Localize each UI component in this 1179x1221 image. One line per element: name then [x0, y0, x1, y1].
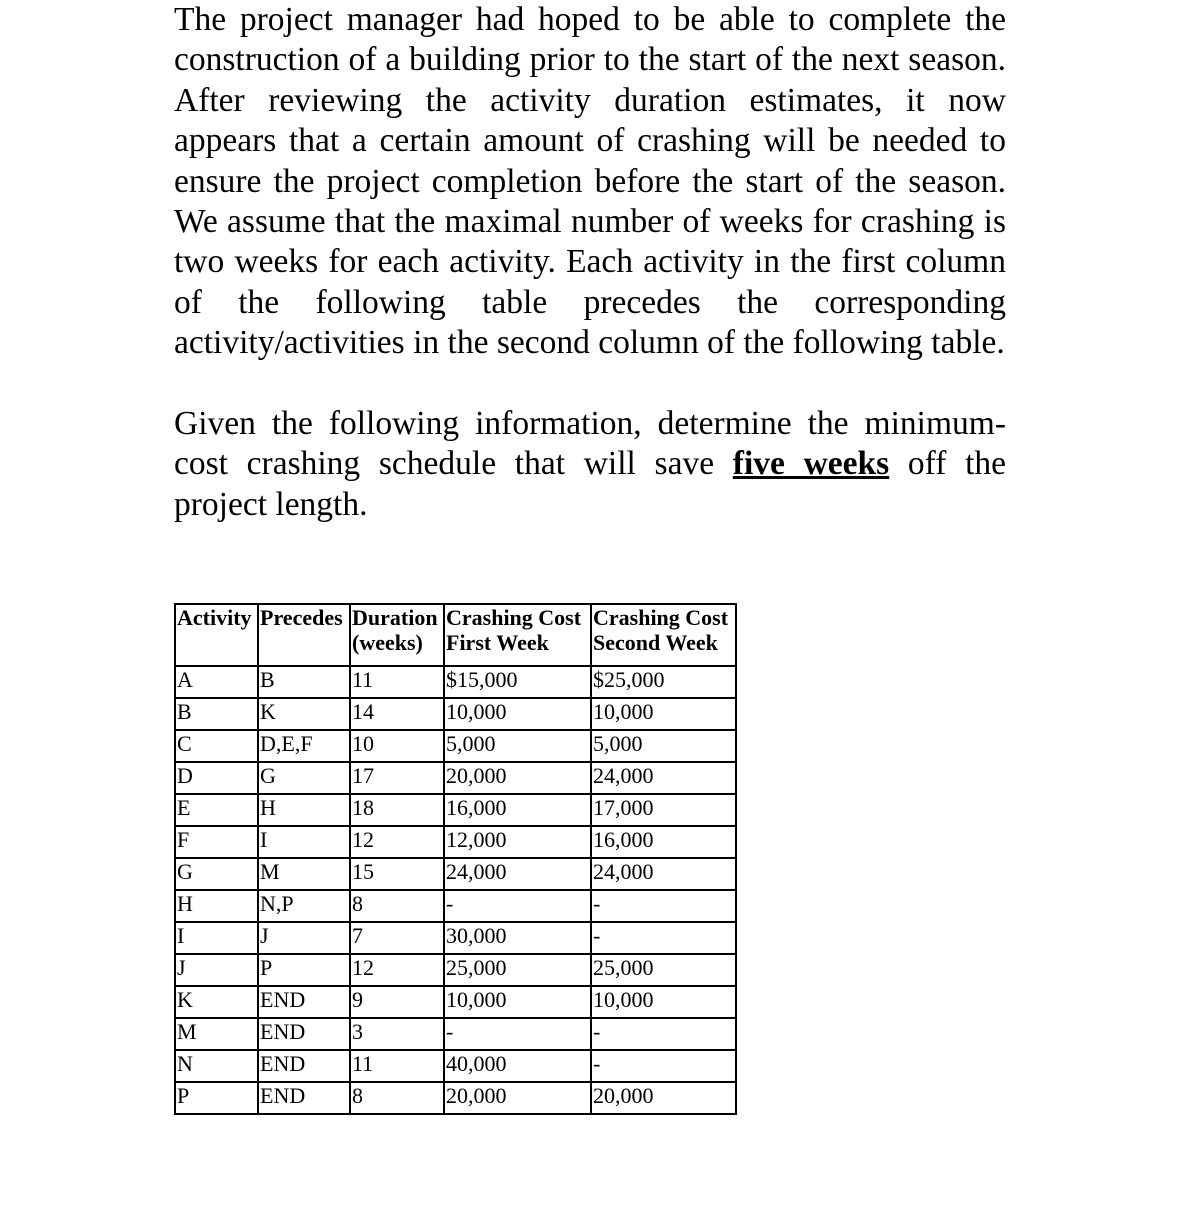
- cell-duration: 11: [350, 1050, 444, 1082]
- cell-second-week: 10,000: [591, 986, 736, 1018]
- cell-precedes: END: [258, 986, 350, 1018]
- cell-activity: K: [175, 986, 258, 1018]
- cell-duration: 9: [350, 986, 444, 1018]
- cell-duration: 10: [350, 730, 444, 762]
- cell-first-week: 20,000: [444, 1082, 591, 1114]
- cell-second-week: -: [591, 1018, 736, 1050]
- cell-activity: H: [175, 890, 258, 922]
- cell-activity: D: [175, 762, 258, 794]
- cell-first-week: -: [444, 1018, 591, 1050]
- cell-duration: 8: [350, 1082, 444, 1114]
- cell-first-week: 12,000: [444, 826, 591, 858]
- crashing-table: [174, 603, 737, 1115]
- cell-second-week: -: [591, 890, 736, 922]
- cell-duration: 8: [350, 890, 444, 922]
- cell-first-week: 20,000: [444, 762, 591, 794]
- cell-activity: M: [175, 1018, 258, 1050]
- cell-first-week: 30,000: [444, 922, 591, 954]
- table-row: [175, 858, 736, 890]
- task-emphasis: five weeks: [732, 445, 890, 483]
- cell-first-week: 10,000: [444, 986, 591, 1018]
- cell-precedes: J: [258, 922, 350, 954]
- table-row: [175, 666, 736, 698]
- cell-activity: B: [175, 698, 258, 730]
- cell-second-week: $25,000: [591, 666, 736, 698]
- header-activity: [175, 604, 258, 666]
- header-duration: [350, 604, 444, 666]
- header-second-week: [591, 604, 736, 666]
- cell-precedes: END: [258, 1050, 350, 1082]
- cell-duration: 3: [350, 1018, 444, 1050]
- cell-precedes: END: [258, 1082, 350, 1114]
- intro-paragraph: The project manager had hoped to be able to complete the construction of a building prior to the start of the next season. After reviewing the activity duration estimates, it now appears that a certain amount of crashing will be needed to ensure the project completion before the start of the season. We assume that the maximal number of weeks for crashing is two weeks for each activity. Each activity in the first column of the following table precedes the corresponding activity/activities in the second column of the following table.: [174, 1, 1006, 362]
- cell-duration: 7: [350, 922, 444, 954]
- table-row: [175, 954, 736, 986]
- table-row: [175, 762, 736, 794]
- cell-first-week: -: [444, 890, 591, 922]
- cell-second-week: -: [591, 1050, 736, 1082]
- cell-precedes: END: [258, 1018, 350, 1050]
- cell-precedes: M: [258, 858, 350, 890]
- cell-duration: 17: [350, 762, 444, 794]
- cell-second-week: 24,000: [591, 762, 736, 794]
- cell-precedes: G: [258, 762, 350, 794]
- table-row: [175, 826, 736, 858]
- header-first-line1: Crashing Cost: [446, 605, 582, 630]
- table-row: [175, 1018, 736, 1050]
- cell-first-week: 10,000: [444, 698, 591, 730]
- cell-duration: 18: [350, 794, 444, 826]
- cell-activity: N: [175, 1050, 258, 1082]
- header-row: [175, 604, 736, 666]
- cell-precedes: N,P: [258, 890, 350, 922]
- table-row: [175, 890, 736, 922]
- cell-activity: E: [175, 794, 258, 826]
- header-duration-line1: Duration: [352, 605, 438, 630]
- header-second-line2: Second Week: [593, 630, 718, 655]
- table-row: [175, 794, 736, 826]
- cell-activity: I: [175, 922, 258, 954]
- cell-activity: G: [175, 858, 258, 890]
- cell-second-week: 20,000: [591, 1082, 736, 1114]
- cell-duration: 12: [350, 954, 444, 986]
- cell-activity: F: [175, 826, 258, 858]
- cell-second-week: 5,000: [591, 730, 736, 762]
- cell-first-week: $15,000: [444, 666, 591, 698]
- cell-second-week: 25,000: [591, 954, 736, 986]
- cell-duration: 14: [350, 698, 444, 730]
- cell-duration: 11: [350, 666, 444, 698]
- table-row: [175, 730, 736, 762]
- cell-precedes: K: [258, 698, 350, 730]
- cell-precedes: H: [258, 794, 350, 826]
- header-second-line1: Crashing Cost: [593, 605, 729, 630]
- cell-activity: A: [175, 666, 258, 698]
- header-duration-line2: (weeks): [352, 630, 423, 655]
- cell-second-week: 16,000: [591, 826, 736, 858]
- cell-second-week: -: [591, 922, 736, 954]
- cell-first-week: 24,000: [444, 858, 591, 890]
- cell-duration: 12: [350, 826, 444, 858]
- cell-activity: J: [175, 954, 258, 986]
- cell-first-week: 5,000: [444, 730, 591, 762]
- cell-first-week: 16,000: [444, 794, 591, 826]
- cell-precedes: P: [258, 954, 350, 986]
- header-precedes-label: Precedes: [260, 605, 343, 630]
- cell-precedes: B: [258, 666, 350, 698]
- table-row: [175, 1050, 736, 1082]
- header-first-line2: First Week: [446, 630, 549, 655]
- table-header: [175, 604, 736, 666]
- table-row: [175, 1082, 736, 1114]
- problem-statement: [174, 0, 1006, 525]
- cell-second-week: 24,000: [591, 858, 736, 890]
- table-row: [175, 986, 736, 1018]
- cell-first-week: 40,000: [444, 1050, 591, 1082]
- cell-precedes: I: [258, 826, 350, 858]
- cell-activity: P: [175, 1082, 258, 1114]
- task-paragraph: [174, 404, 1006, 525]
- table-row: [175, 922, 736, 954]
- cell-precedes: D,E,F: [258, 730, 350, 762]
- cell-second-week: 10,000: [591, 698, 736, 730]
- header-precedes: [258, 604, 350, 666]
- header-first-week: [444, 604, 591, 666]
- task-text-before: Given the following information, determine the minimum-cost crashing schedule that will save: [174, 405, 1006, 483]
- cell-activity: C: [175, 730, 258, 762]
- task-text-after: off the project length.: [174, 445, 1006, 523]
- cell-first-week: 25,000: [444, 954, 591, 986]
- header-activity-label: Activity: [177, 605, 252, 630]
- cell-duration: 15: [350, 858, 444, 890]
- cell-second-week: 17,000: [591, 794, 736, 826]
- table-body: [175, 666, 736, 1114]
- table-row: [175, 698, 736, 730]
